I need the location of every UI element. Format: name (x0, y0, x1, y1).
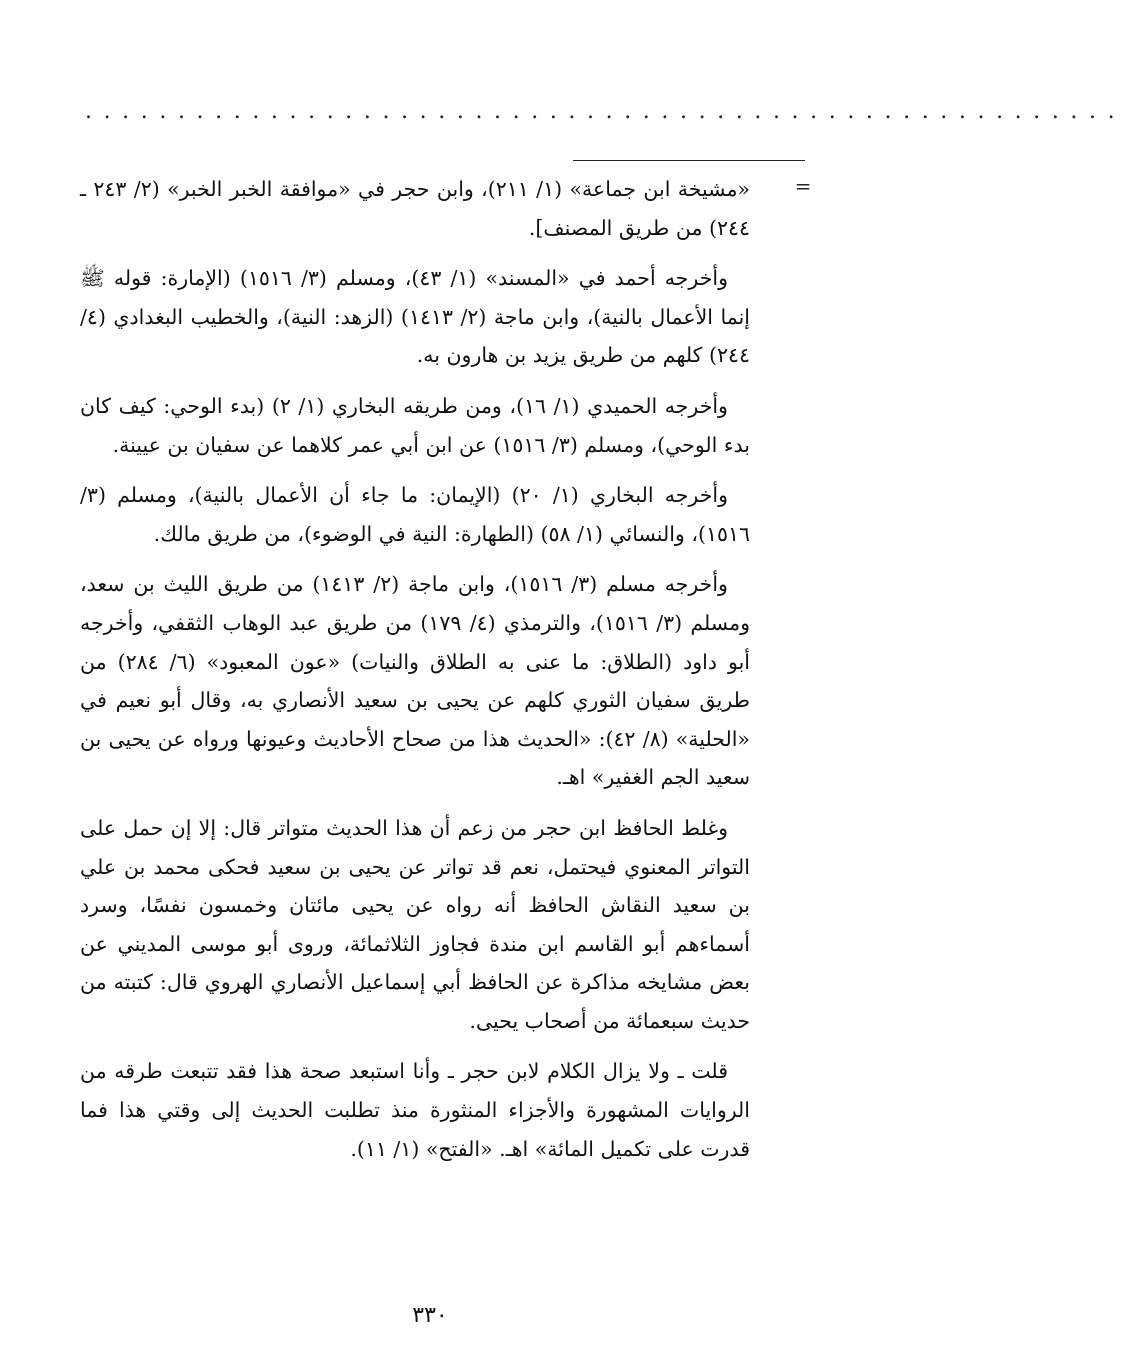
footnote-paragraph: وأخرجه البخاري (١/ ٢٠) (الإيمان: ما جاء أن الأعمال بالنية)، ومسلم (٣/ ١٥١٦)، والنسائي (١/ ٥٨) (الطهارة: النية في الوضوء)، من طريق مالك. (80, 483, 750, 546)
continuation-mark: = (794, 174, 812, 198)
footnote-paragraph: وغلط الحافظ ابن حجر من زعم أن هذا الحديث متواتر قال: إلا إن حمل على التواتر المعنوي فيحتمل، نعم قد تواتر عن يحيى بن سعيد فحكى محمد بن علي بن سعيد النقاش الحافظ أنه رواه عن يحيى مائتان وخمسون نفسًا، وسرد أسماءهم أبو القاسم ابن مندة فجاوز الثلاثمائة، وروى أبو موسى المديني عن بعض مشايخه مذاكرة عن الحافظ أبي إسماعيل الأنصاري الهروي قال: كتبته من حديث سبعمائة من أصحاب يحيى. (80, 815, 750, 1033)
footnote-body (80, 170, 750, 1180)
footnote-separator-dots: ........................................................ (85, 99, 1126, 124)
footnote-paragraph: قلت ـ ولا يزال الكلام لابن حجر ـ وأنا استبعد صحة هذا فقد تتبعت طرقه من الروايات المشهورة والأجزاء المنثورة منذ تطلبت الحديث إلى وقتي هذا فما قدرت على تكميل المائة» اهـ. «الفتح» (١/ ١١). (80, 1059, 750, 1161)
footnote-paragraph: وأخرجه الحميدي (١/ ١٦)، ومن طريقه البخاري (١/ ٢) (بدء الوحي: كيف كان بدء الوحي)، ومسلم (٣/ ١٥١٦) عن ابن أبي عمر كلاهما عن سفيان بن عيينة. (80, 393, 750, 457)
footnote-paragraph: «مشيخة ابن جماعة» (١/ ٢١١)، وابن حجر في «موافقة الخبر الخبر» (٢/ ٢٤٣ ـ ٢٤٤) من طريق المصنف]. (80, 177, 750, 240)
footnote-rule (573, 160, 805, 161)
page-number: ٣٣٠ (412, 1303, 448, 1328)
footnote-paragraph: وأخرجه أحمد في «المسند» (١/ ٤٣)، ومسلم (٣/ ١٥١٦) (الإمارة: قوله ﷺ إنما الأعمال بالنية)، وابن ماجة (٢/ ١٤١٣) (الزهد: النية)، والخطيب البغدادي (٤/ ٢٤٤) كلهم من طريق يزيد بن هارون به. (80, 266, 750, 368)
footnote-paragraph: وأخرجه مسلم (٣/ ١٥١٦)، وابن ماجة (٢/ ١٤١٣) من طريق الليث بن سعد، ومسلم (٣/ ١٥١٦)، والترمذي (٤/ ١٧٩) من طريق عبد الوهاب الثقفي، وأخرجه أبو داود (الطلاق: ما عنى به الطلاق والنيات) «عون المعبود» (٦/ ٢٨٤) من طريق سفيان الثوري كلهم عن يحيى بن سعيد الأنصاري به، وقال أبو نعيم في «الحلية» (٨/ ٤٢): «الحديث هذا من صحاح الأحاديث وعيونها ورواه عن يحيى بن سعيد الجم الغفير» اهـ. (80, 572, 750, 790)
